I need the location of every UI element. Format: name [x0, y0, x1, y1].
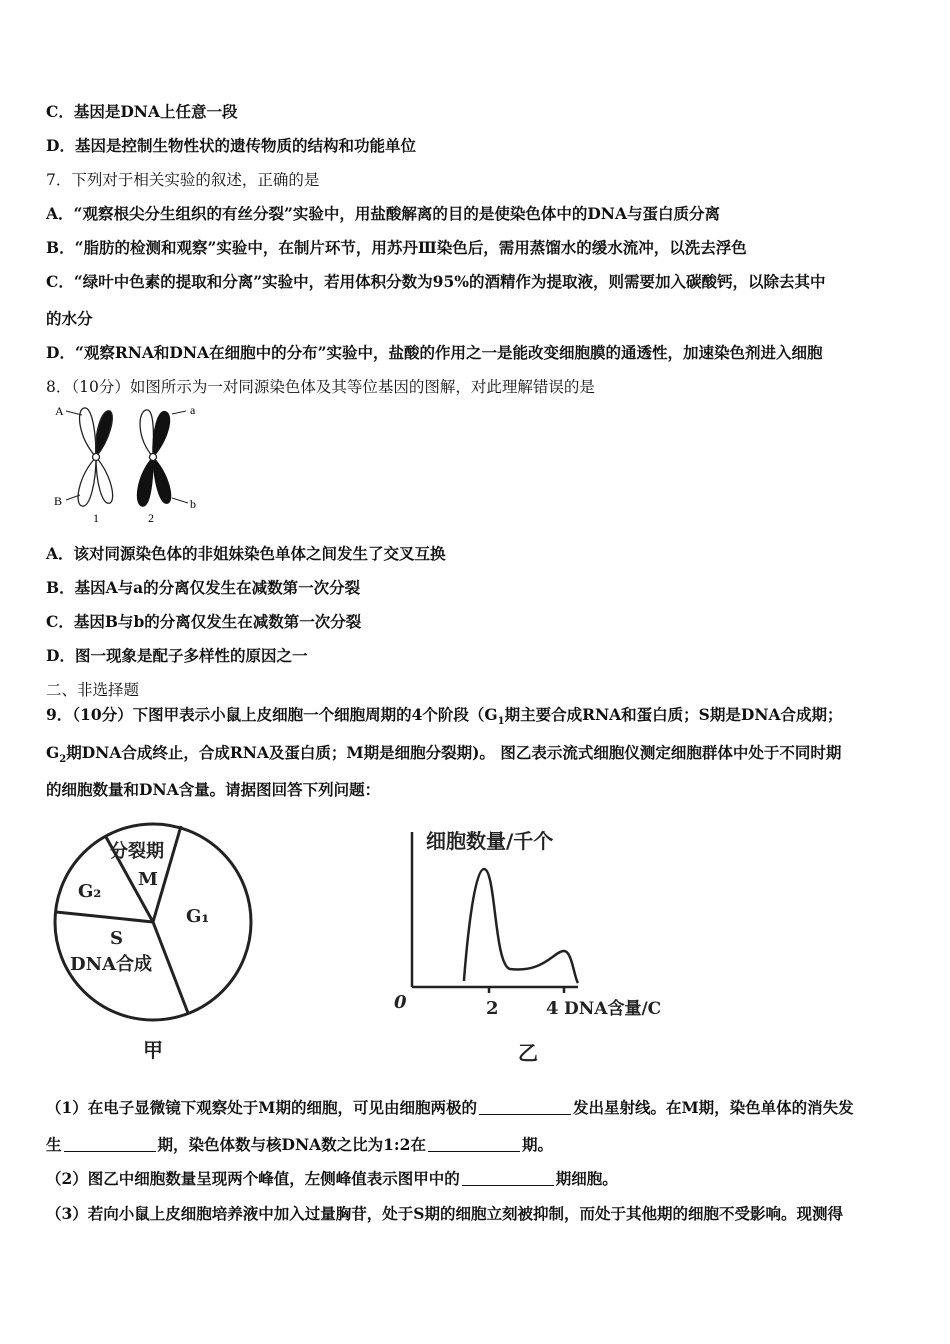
q9-stem-line1-part1: 9．（10分）下图甲表示小鼠上皮细胞一个细胞周期的4个阶段（G — [46, 705, 498, 724]
homologous-chromosome-figure — [50, 402, 210, 527]
pie-label-g1: G₁ — [186, 906, 210, 927]
q9-part1-text4: 期，染色体数与核DNA数之比为1:2在 — [157, 1135, 426, 1154]
q8-option-c: C．基因B与b的分离仅发生在减数第一次分裂 — [46, 612, 362, 631]
q8-stem: 8．（10分）如图所示为一对同源染色体及其等位基因的图解，对此理解错误的是 — [46, 378, 595, 396]
q9-part2-text1: （2）图乙中细胞数量呈现两个峰值，左侧峰值表示图甲中的 — [46, 1169, 460, 1188]
answer-blank-2[interactable] — [64, 1137, 156, 1152]
chromosome-2 — [137, 410, 170, 506]
q9-stem-line1 — [46, 705, 843, 732]
x-axis-label: DNA含量/C — [564, 999, 662, 1019]
chromosome-1 — [78, 408, 113, 506]
q9-stem-line2 — [46, 743, 841, 770]
q6-option-d: D．基因是控制生物性状的遗传物质的结构和功能单位 — [46, 136, 416, 155]
origin-label: 0 — [394, 992, 407, 1013]
cell-cycle-pie-figure — [48, 822, 268, 1067]
x-tick-label-4: 4 — [546, 998, 559, 1019]
pie-divider-s-g2 — [56, 912, 153, 922]
q9-part1-line1 — [46, 1098, 854, 1118]
pie-label-s: S — [110, 928, 123, 949]
gene-label-B: B — [54, 494, 63, 508]
q9-part2 — [46, 1169, 618, 1189]
q9-stem-line2-part2: 期DNA合成终止，合成RNA及蛋白质；M期是细胞分裂期)。 图乙表示流式细胞仪测定细胞群体中处于不同时期 — [66, 743, 842, 762]
q9-part1-text2: 发出星射线。在M期，染色单体的消失发 — [572, 1098, 854, 1117]
pie-label-dna-synthesis: DNA合成 — [70, 954, 153, 975]
q8-option-b: B．基因A与a的分离仅发生在减数第一次分裂 — [46, 578, 361, 597]
q6-option-c: C．基因是DNA上任意一段 — [46, 102, 238, 121]
q7-option-c-line2: 的水分 — [46, 309, 93, 328]
q7-option-a: A．“观察根尖分生组织的有丝分裂”实验中，用盐酸解离的目的是使染色体中的DNA与蛋白质分离 — [46, 204, 720, 223]
pie-label-g2: G₂ — [78, 881, 102, 902]
q9-part1-text1: （1）在电子显微镜下观察处于M期的细胞，可见由细胞两极的 — [46, 1098, 477, 1117]
q7-option-b: B．“脂肪的检测和观察”实验中，在制片环节，用苏丹Ⅲ染色后，需用蒸馏水的缓水流冲，以洗去浮色 — [46, 238, 747, 257]
q9-stem-line2-subscript: 2 — [59, 754, 67, 766]
pie-label-division-phase: 分裂期 — [110, 841, 164, 862]
gene-a-pointer — [172, 411, 186, 414]
q9-part1-text5: 期。 — [521, 1135, 553, 1154]
q9-part2-text2: 期细胞。 — [555, 1169, 618, 1188]
answer-blank-4[interactable] — [462, 1171, 554, 1186]
answer-blank-1[interactable] — [479, 1100, 571, 1115]
gene-label-b: b — [190, 497, 196, 511]
series-curve — [464, 869, 578, 983]
flow-cytometry-chart — [388, 820, 698, 1065]
section-heading: 二、非选择题 — [46, 681, 140, 699]
q9-part3: （3）若向小鼠上皮细胞培养液中加入过量胸苷，处于S期的细胞立刻被抑制，而处于其他期的细胞不受影响。现测得 — [46, 1204, 843, 1223]
chart-caption: 乙 — [518, 1041, 538, 1065]
q9-stem-line2-part1: G — [46, 743, 60, 762]
q9-part1-line2 — [46, 1135, 553, 1155]
q9-stem-line3: 的细胞数量和DNA含量。请据图回答下列问题： — [46, 780, 381, 799]
pie-divider-g1-s — [153, 922, 188, 1013]
answer-blank-3[interactable] — [428, 1137, 520, 1152]
q8-option-d: D．图一现象是配子多样性的原因之一 — [46, 646, 308, 665]
q7-option-c-line1: C．“绿叶中色素的提取和分离”实验中，若用体积分数为95%的酒精作为提取液，则需要加入碳酸钙，以除去其中 — [46, 272, 826, 291]
q9-stem-line1-subscript: 1 — [497, 716, 505, 728]
q9-part1-text3: 生 — [46, 1135, 62, 1154]
y-axis-label: 细胞数量/千个 — [426, 829, 554, 853]
pie-label-m: M — [138, 869, 158, 890]
q8-option-a: A．该对同源染色体的非姐妹染色单体之间发生了交叉互换 — [46, 544, 446, 563]
gene-label-A: A — [55, 404, 64, 418]
x-tick-label-2: 2 — [486, 998, 499, 1019]
chromosome-number-1: 1 — [93, 511, 99, 525]
gene-b-pointer — [172, 498, 188, 503]
gene-label-a: a — [190, 403, 196, 417]
q7-stem: 7．下列对于相关实验的叙述，正确的是 — [46, 171, 320, 189]
pie-caption: 甲 — [143, 1038, 163, 1062]
q9-stem-line1-part2: 期主要合成RNA和蛋白质；S期是DNA合成期； — [504, 705, 843, 724]
chromosome-number-2: 2 — [148, 511, 154, 525]
q7-option-d: D．“观察RNA和DNA在细胞中的分布”实验中，盐酸的作用之一是能改变细胞膜的通透性，加速染色剂进入细胞 — [46, 343, 823, 362]
